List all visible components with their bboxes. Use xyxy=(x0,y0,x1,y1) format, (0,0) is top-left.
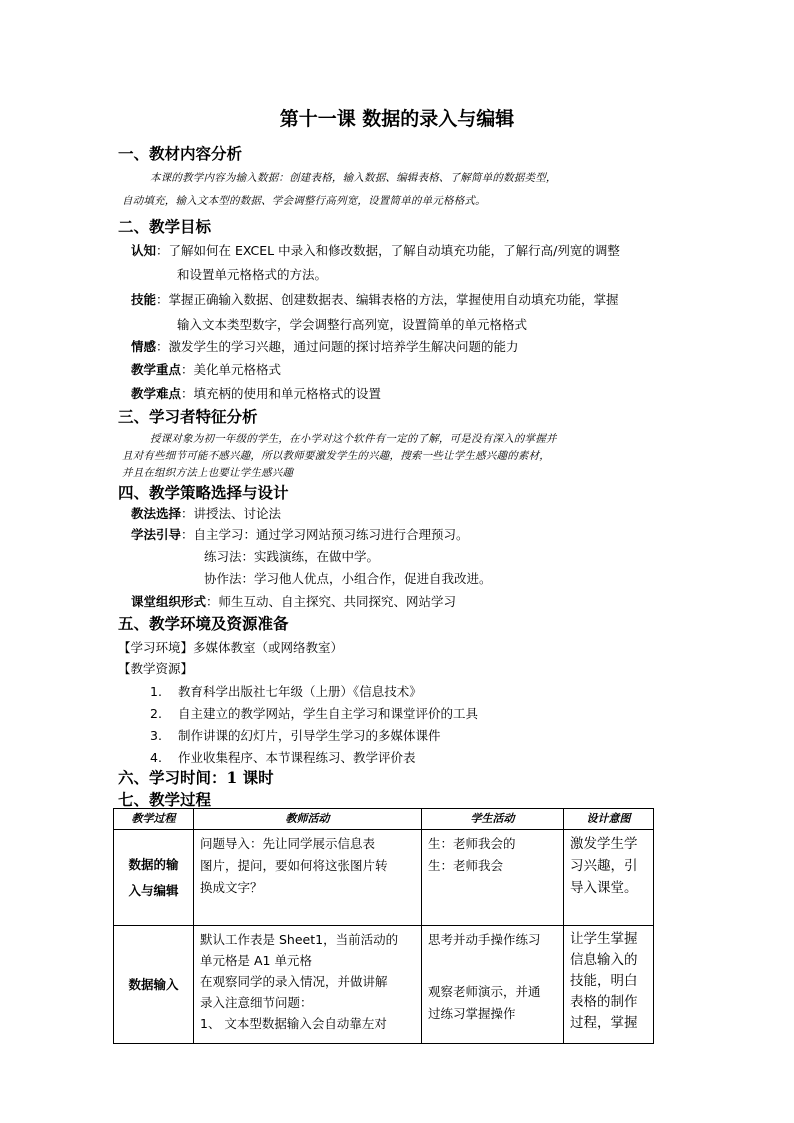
difficulty-label: 教学难点 xyxy=(131,386,182,401)
key-text: ：美化单元格格式 xyxy=(181,362,282,377)
student-line: 思考并动手操作练习 xyxy=(428,932,541,947)
skill-label: 技能 xyxy=(131,292,157,307)
intent-line: 习兴趣，引 xyxy=(570,858,638,874)
section-heading-6: 六、学习时间：1 课时 xyxy=(118,768,274,787)
stage-cell xyxy=(114,830,194,926)
stage-cell xyxy=(114,926,194,1044)
teaching-process-table xyxy=(113,808,654,1044)
objective-skill xyxy=(131,290,619,308)
teaching-resources-label: 【教学资源】 xyxy=(118,661,194,676)
teaching-key-point xyxy=(131,360,281,378)
teacher-line: 问题导入：先让同学展示信息表 xyxy=(200,836,376,851)
teacher-line: 换成文字？ xyxy=(200,880,263,895)
table-row xyxy=(114,830,654,926)
section-heading-1: 一、教材内容分析 xyxy=(118,144,243,163)
student-activity-cell xyxy=(422,830,564,926)
sec1-paragraph-line-1: 本课的教学内容为输入数据：创建表格，输入数据、编辑表格、了解简单的数据类型， xyxy=(150,172,557,184)
resource-number: 4. xyxy=(150,750,162,765)
resource-text: 自主建立的教学网站，学生自主学习和课堂评价的工具 xyxy=(178,706,479,721)
key-label: 教学重点 xyxy=(131,362,182,377)
teacher-activity-cell xyxy=(194,926,422,1044)
sec3-paragraph-line-3: 并且在组织方法上也要让学生感兴趣 xyxy=(122,467,294,479)
emotion-label: 情感 xyxy=(131,339,157,354)
method-text: ：讲授法、讨论法 xyxy=(181,506,282,521)
table-header-row xyxy=(114,809,654,830)
cognition-text-line-2: 和设置单元格格式的方法。 xyxy=(177,267,328,282)
practice-method: 练习法：实践演练，在做中学。 xyxy=(204,549,380,564)
section-heading-3: 三、学习者特征分析 xyxy=(118,407,258,426)
teacher-line: 1、 文本型数据输入会自动靠左对 xyxy=(200,1016,387,1031)
guide-text: ：自主学习：通过学习网站预习练习进行合理预习。 xyxy=(181,527,469,542)
teacher-line: 录入注意细节问题： xyxy=(200,995,313,1010)
resource-item xyxy=(150,748,416,766)
resource-text: 作业收集程序、本节课程练习、教学评价表 xyxy=(178,750,416,765)
student-line: 过练习掌握操作 xyxy=(428,1006,516,1021)
teacher-line: 在观察同学的录入情况，并做讲解 xyxy=(200,974,388,989)
intent-line: 导入课堂。 xyxy=(570,880,638,896)
spacer xyxy=(428,951,557,981)
design-intent-cell xyxy=(564,830,654,926)
organization-text: ：师生互动、自主探究、共同探究、网站学习 xyxy=(206,594,457,609)
stage-line: 入与编辑 xyxy=(128,882,179,898)
page-title: 第十一课 数据的录入与编辑 xyxy=(279,108,515,130)
teaching-difficulty xyxy=(131,384,381,402)
resource-item xyxy=(150,704,478,722)
design-intent-cell xyxy=(564,926,654,1044)
teacher-activity-cell xyxy=(194,830,422,926)
resource-text: 制作讲课的幻灯片，引导学生学习的多媒体课件 xyxy=(178,728,441,743)
objective-emotion xyxy=(131,337,519,355)
teacher-line: 单元格是 A1 单元格 xyxy=(200,953,312,968)
intent-line: 让学生掌握 xyxy=(570,931,638,947)
sec3-paragraph-line-1: 授课对象为初一年级的学生，在小学对这个软件有一定的了解，可是没有深入的掌握并 xyxy=(150,433,557,445)
resource-number: 3. xyxy=(150,728,162,743)
section-heading-5: 五、教学环境及资源准备 xyxy=(118,614,289,633)
section-heading-7: 七、教学过程 xyxy=(118,790,212,809)
intent-line: 技能，明白 xyxy=(570,973,638,989)
skill-text: ：掌握正确输入数据、创建数据表、编辑表格的方法，掌握使用自动填充功能，掌握 xyxy=(156,292,619,307)
emotion-text: ：激发学生的学习兴趣，通过问题的探讨培养学生解决问题的能力 xyxy=(156,339,519,354)
resource-item xyxy=(150,682,422,700)
header-stage: 教学过程 xyxy=(114,809,194,830)
student-activity-cell xyxy=(422,926,564,1044)
resource-number: 2. xyxy=(150,706,162,721)
class-organization xyxy=(131,592,456,610)
difficulty-text: ：填充柄的使用和单元格格式的设置 xyxy=(181,386,382,401)
sec1-paragraph-line-2: 自动填充，输入文本型的数据、学会调整行高列宽，设置简单的单元格格式。 xyxy=(122,195,486,207)
teaching-method xyxy=(131,504,281,522)
teacher-line: 图片，提问，要如何将这张图片转 xyxy=(200,858,388,873)
student-line: 生：老师我会的 xyxy=(428,836,516,851)
section-heading-2: 二、教学目标 xyxy=(118,217,212,236)
teacher-line: 默认工作表是 Sheet1，当前活动的 xyxy=(200,932,399,947)
header-student-activity: 学生活动 xyxy=(422,809,564,830)
section-heading-4: 四、教学策略选择与设计 xyxy=(118,483,289,502)
objective-cognition xyxy=(131,241,620,259)
cognition-label: 认知 xyxy=(131,243,157,258)
intent-line: 信息输入的 xyxy=(570,952,638,968)
resource-number: 1. xyxy=(150,684,162,699)
student-line: 观察老师演示，并通 xyxy=(428,984,541,999)
header-design-intent: 设计意图 xyxy=(564,809,654,830)
intent-line: 过程，掌握 xyxy=(570,1015,638,1031)
header-teacher-activity: 教师活动 xyxy=(194,809,422,830)
resource-text: 教育科学出版社七年级（上册）《信息技术》 xyxy=(178,684,422,699)
intent-line: 激发学生学 xyxy=(570,836,638,852)
learning-environment: 【学习环境】多媒体教室（或网络教室） xyxy=(118,640,344,655)
organization-label: 课堂组织形式 xyxy=(131,594,207,609)
cognition-text: ：了解如何在 EXCEL 中录入和修改数据，了解自动填充功能，了解行高/列宽的调整 xyxy=(156,243,620,258)
guide-label: 学法引导 xyxy=(131,527,182,542)
resource-item xyxy=(150,726,441,744)
stage-line: 数据输入 xyxy=(128,976,179,992)
skill-text-line-2: 输入文本类型数字，学会调整行高列宽，设置简单的单元格格式 xyxy=(177,317,528,332)
method-label: 教法选择 xyxy=(131,506,182,521)
learning-guide xyxy=(131,525,469,543)
intent-line: 表格的制作 xyxy=(570,994,638,1010)
student-line: 生：老师我会 xyxy=(428,858,504,873)
table-row xyxy=(114,926,654,1044)
cooperation-method: 协作法：学习他人优点，小组合作，促进自我改进。 xyxy=(204,571,492,586)
stage-line: 数据的输 xyxy=(128,856,179,872)
sec3-paragraph-line-2: 且对有些细节可能不感兴趣，所以教师要激发学生的兴趣，搜索一些让学生感兴趣的素材， xyxy=(122,450,550,462)
